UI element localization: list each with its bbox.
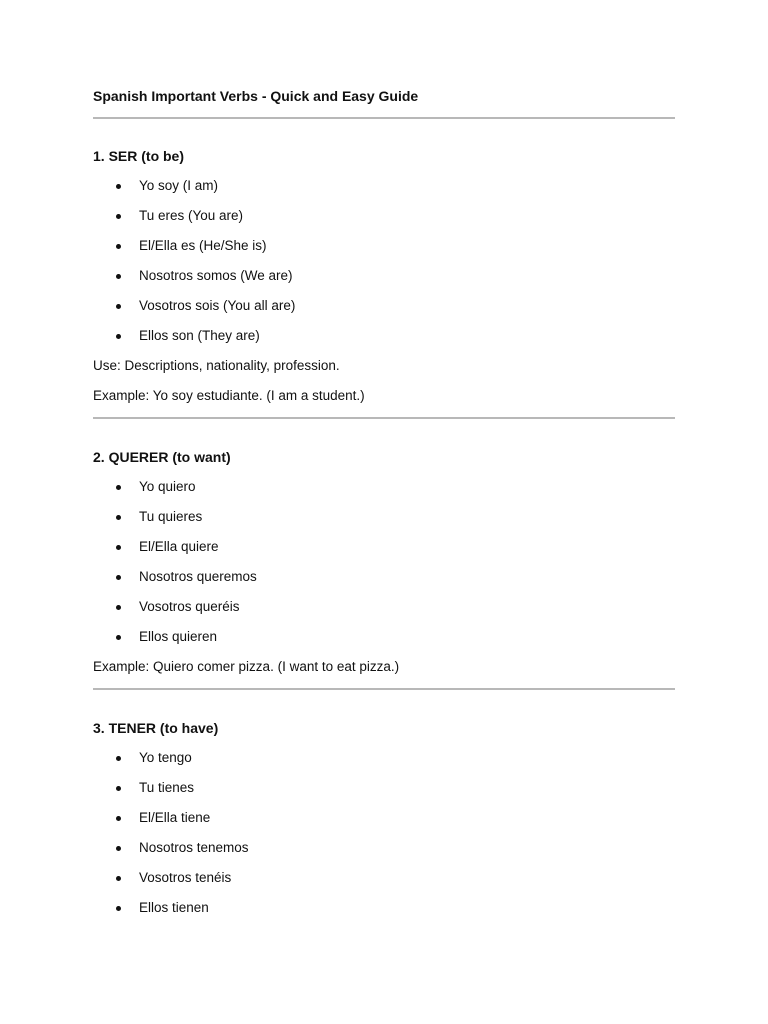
list-item-text: Yo quiero [139, 479, 196, 494]
list-item [93, 537, 675, 557]
example-sentence: Example: Yo soy estudiante. (I am a student.) [93, 388, 365, 403]
section-querer [93, 447, 675, 677]
list-item-text: Nosotros tenemos [139, 840, 249, 855]
conjugation-list [93, 176, 675, 346]
list-item-text: Ellos quieren [139, 629, 218, 644]
divider [93, 688, 675, 690]
usage-note: Use: Descriptions, nationality, profession. [93, 358, 340, 373]
list-item-text: Ellos tienen [139, 900, 209, 915]
divider [93, 417, 675, 419]
list-item [93, 507, 675, 527]
list-item [93, 808, 675, 828]
list-item [93, 477, 675, 497]
bullet-icon [116, 545, 121, 550]
list-item-text: Yo soy (I am) [139, 178, 219, 193]
bullet-icon [116, 876, 121, 881]
bullet-icon [116, 304, 121, 309]
list-item-text: Vosotros queréis [139, 599, 240, 614]
section-ser [93, 146, 675, 406]
document-title: Spanish Important Verbs - Quick and Easy Guide [93, 88, 419, 104]
bullet-icon [116, 184, 121, 189]
list-item [93, 206, 675, 226]
list-item [93, 778, 675, 798]
list-item [93, 627, 675, 647]
list-item-text: Vosotros sois (You all are) [139, 298, 296, 313]
list-item-text: El/Ella es (He/She is) [139, 238, 267, 253]
section-heading: 1. SER (to be) [93, 148, 185, 164]
bullet-icon [116, 635, 121, 640]
list-item-text: Yo tengo [139, 750, 192, 765]
list-item [93, 326, 675, 346]
list-item-text: Tu eres (You are) [139, 208, 244, 223]
list-item [93, 266, 675, 286]
section-heading: 2. QUERER (to want) [93, 449, 231, 465]
section-heading: 3. TENER (to have) [93, 720, 219, 736]
list-item [93, 898, 675, 918]
list-item-text: El/Ella tiene [139, 810, 211, 825]
list-item [93, 748, 675, 768]
bullet-icon [116, 786, 121, 791]
list-item-text: Vosotros tenéis [139, 870, 232, 885]
example-sentence: Example: Quiero comer pizza. (I want to eat pizza.) [93, 659, 400, 674]
bullet-icon [116, 756, 121, 761]
bullet-icon [116, 485, 121, 490]
bullet-icon [116, 274, 121, 279]
bullet-icon [116, 244, 121, 249]
conjugation-list [93, 477, 675, 647]
divider [93, 117, 675, 119]
list-item [93, 838, 675, 858]
bullet-icon [116, 605, 121, 610]
list-item-text: Nosotros queremos [139, 569, 257, 584]
list-item-text: Tu quieres [139, 509, 203, 524]
conjugation-list [93, 748, 675, 918]
list-item [93, 597, 675, 617]
bullet-icon [116, 334, 121, 339]
bullet-icon [116, 846, 121, 851]
bullet-icon [116, 214, 121, 219]
bullet-icon [116, 906, 121, 911]
list-item-text: Tu tienes [139, 780, 195, 795]
list-item-text: Nosotros somos (We are) [139, 268, 293, 283]
list-item [93, 176, 675, 196]
list-item [93, 567, 675, 587]
document-page [93, 86, 675, 918]
list-item-text: Ellos son (They are) [139, 328, 260, 343]
bullet-icon [116, 816, 121, 821]
list-item-text: El/Ella quiere [139, 539, 219, 554]
bullet-icon [116, 515, 121, 520]
section-tener [93, 718, 675, 918]
bullet-icon [116, 575, 121, 580]
list-item [93, 296, 675, 316]
list-item [93, 868, 675, 888]
list-item [93, 236, 675, 256]
